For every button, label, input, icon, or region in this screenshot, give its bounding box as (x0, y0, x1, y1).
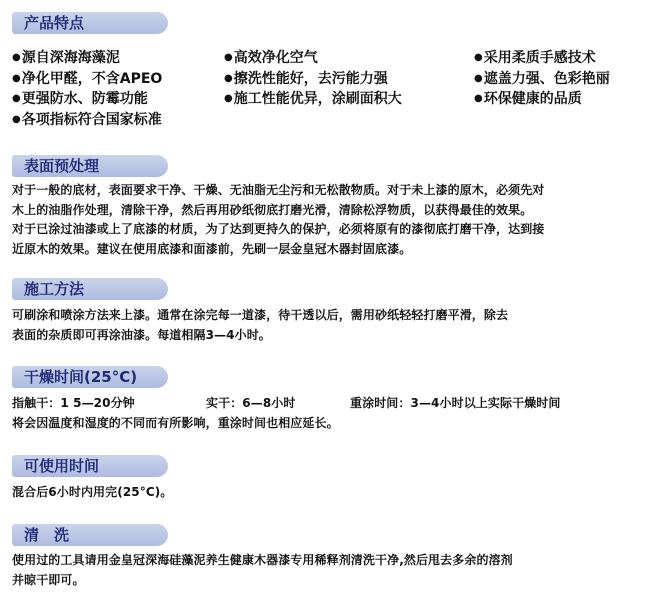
drying-header: 干燥时间(25°C) (12, 366, 168, 388)
pot-life-text (12, 483, 640, 503)
method-header: 施工方法 (12, 278, 168, 300)
feature-item: ● 遮盖力强、色彩艳丽 (474, 69, 610, 90)
method-line: 可刷涂和喷涂方法来上漆。通常在涂完每一道漆，待干透以后，需用砂纸轻轻打磨平滑，除去 (12, 308, 509, 322)
surface-prep-line: 木上的油脂作处理，清除干净，然后再用砂纸彻底打磨光滑，清除松浮物质，以获得最佳的效果。 (12, 202, 533, 217)
method-line: 表面的杂质即可再涂油漆。每道相隔3—4小时。 (12, 327, 271, 342)
feature-item: ● 净化甲醛，不含APEO (12, 69, 162, 90)
method-text (12, 306, 640, 345)
feature-row (12, 69, 642, 90)
surface-prep-line: 对于一般的底材，表面要求干净、干燥、无油脂无尘污和无松散物质。对于未上漆的原木，必须先对 (12, 183, 545, 197)
feature-item: ● 采用柔质手感技术 (474, 48, 596, 69)
cleaning-header: 清 洗 (12, 524, 168, 546)
pot-life-line: 混合后6小时内用完(25°C)。 (12, 485, 173, 499)
surface-prep-text (12, 181, 640, 259)
feature-item: ● 源自深海海藻泥 (12, 48, 120, 69)
feature-item: ● 各项指标符合国家标准 (12, 110, 162, 131)
feature-row (12, 48, 642, 69)
pot-life-header: 可使用时间 (12, 455, 168, 477)
feature-item: ● 施工性能优异，涂刷面积大 (224, 89, 402, 110)
feature-item: ● 环保健康的品质 (474, 89, 582, 110)
feature-row (12, 89, 642, 110)
feature-item: ● 擦洗性能好，去污能力强 (224, 69, 388, 90)
features-list (12, 48, 642, 130)
recoat-time: 重涂时间：3—4小时以上实际干燥时间 (350, 396, 561, 410)
drying-times-row (12, 394, 640, 414)
feature-row (12, 110, 642, 131)
features-header: 产品特点 (12, 12, 168, 34)
surface-prep-line: 近原木的效果。建议在使用底漆和面漆前，先刷一层金皇冠木器封固底漆。 (12, 241, 412, 256)
cleaning-line: 并晾干即可。 (12, 572, 85, 587)
cleaning-text (12, 551, 640, 590)
surface-prep-line: 对于已涂过油漆或上了底漆的材质，为了达到更持久的保护，必须将原有的漆彻底打磨干净，达到接 (12, 222, 545, 236)
hard-dry-time: 实干：6—8小时 (206, 396, 296, 410)
drying-text (12, 394, 640, 433)
feature-item: ● 更强防水、防霉功能 (12, 89, 148, 110)
drying-note: 将会因温度和湿度的不同而有所影响，重涂时间也相应延长。 (12, 415, 339, 430)
cleaning-line: 使用过的工具请用金皇冠深海硅藻泥养生健康木器漆专用稀释剂清洗干净,然后甩去多余的溶剂 (12, 553, 513, 567)
touch-dry-time: 指触干：1 5—20分钟 (12, 396, 135, 410)
feature-item: ● 高效净化空气 (224, 48, 318, 69)
surface-prep-header: 表面预处理 (12, 155, 168, 177)
